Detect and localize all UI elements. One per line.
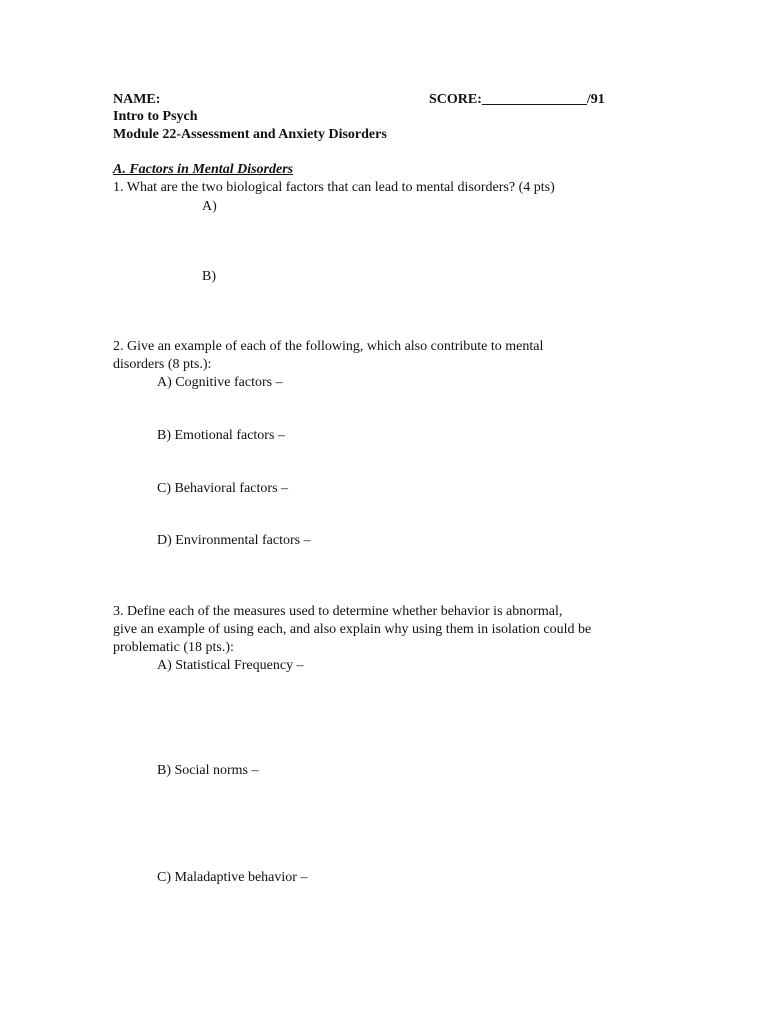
- question-3-option-c: C) Maladaptive behavior –: [157, 870, 308, 885]
- question-1-option-b: B): [202, 269, 216, 284]
- question-3-option-a: A) Statistical Frequency –: [157, 658, 304, 673]
- course-title: Intro to Psych: [113, 109, 198, 124]
- section-a-heading: A. Factors in Mental Disorders: [113, 162, 294, 177]
- question-3-text-line-1: 3. Define each of the measures used to determine whether behavior is abnormal,: [113, 604, 563, 619]
- question-1-option-a: A): [202, 199, 217, 214]
- question-2-option-d: D) Environmental factors –: [157, 533, 311, 548]
- question-2-option-c: C) Behavioral factors –: [157, 481, 289, 496]
- question-3-text-line-2: give an example of using each, and also explain why using them in isolation could be: [113, 622, 592, 637]
- question-3-option-b: B) Social norms –: [157, 763, 259, 778]
- question-2-text-line-2: disorders (8 pts.):: [113, 357, 212, 372]
- question-1-text: 1. What are the two biological factors that can lead to mental disorders? (4 pts): [113, 180, 555, 195]
- question-2-option-b: B) Emotional factors –: [157, 428, 285, 443]
- question-2-text-line-1: 2. Give an example of each of the following, which also contribute to mental: [113, 339, 544, 354]
- module-title: Module 22-Assessment and Anxiety Disorders: [113, 127, 387, 142]
- question-2-option-a: A) Cognitive factors –: [157, 375, 283, 390]
- score-label: SCORE:_______________/91: [429, 92, 605, 107]
- question-3-text-line-3: problematic (18 pts.):: [113, 640, 234, 655]
- name-label: NAME:: [113, 92, 161, 107]
